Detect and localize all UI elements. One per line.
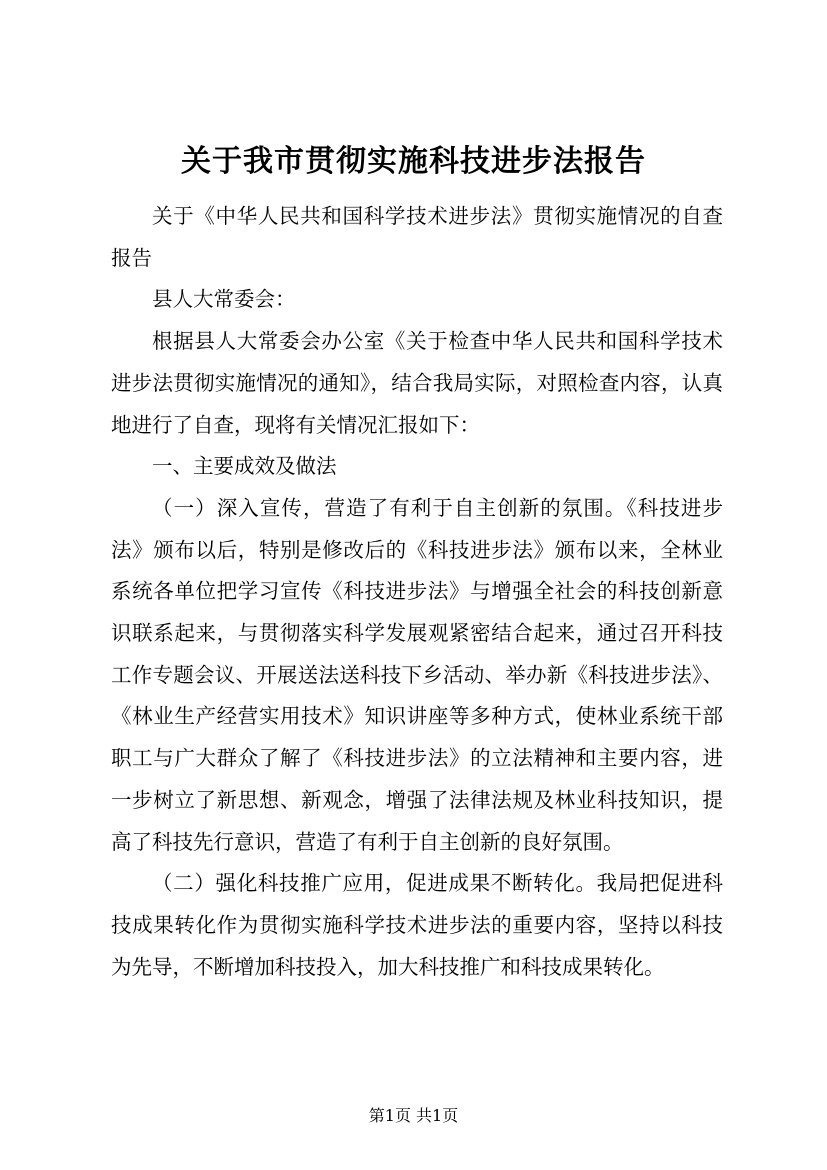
document-body bbox=[111, 196, 723, 988]
paragraph-subtitle: 关于《中华人民共和国科学技术进步法》贯彻实施情况的自查报告 bbox=[111, 204, 723, 270]
paragraph-intro: 根据县人大常委会办公室《关于检查中华人民共和国科学技术进步法贯彻实施情况的通知》，结合我局实际，对照检查内容，认真地进行了自查，现将有关情况汇报如下： bbox=[111, 329, 723, 437]
document-title: 关于我市贯彻实施科技进步法报告 bbox=[181, 144, 646, 179]
paragraph-salutation: 县人大常委会： bbox=[152, 287, 296, 312]
section-heading: 一、主要成效及做法 bbox=[152, 454, 337, 479]
page-footer: 第1页 共1页 bbox=[368, 1106, 459, 1125]
paragraph-item-1: （一）深入宣传，营造了有利于自主创新的氛围。《科技进步法》颁布以后，特别是修改后的《科技进步法》颁布以来，全林业系统各单位把学习宣传《科技进步法》与增强全社会的科技创新意识联系起来，与贯彻落实科学发展观紧密结合起来，通过召开科技工作专题会议、开展送法送科技下乡活动、举办新《科技进步法》、《林业生产经营实用技术》知识讲座等多种方式，使林业系统干部职工与广大群众了解了《科技进步法》的立法精神和主要内容，进一步树立了新思想、新观念，增强了法律法规及林业科技知识，提高了科技先行意识，营造了有利于自主创新的良好氛围。 bbox=[111, 495, 723, 854]
paragraph-item-2: （二）强化科技推广应用，促进成果不断转化。我局把促进科技成果转化作为贯彻实施科学技术进步法的重要内容，坚持以科技为先导，不断增加科技投入，加大科技推广和科技成果转化。 bbox=[111, 871, 723, 979]
